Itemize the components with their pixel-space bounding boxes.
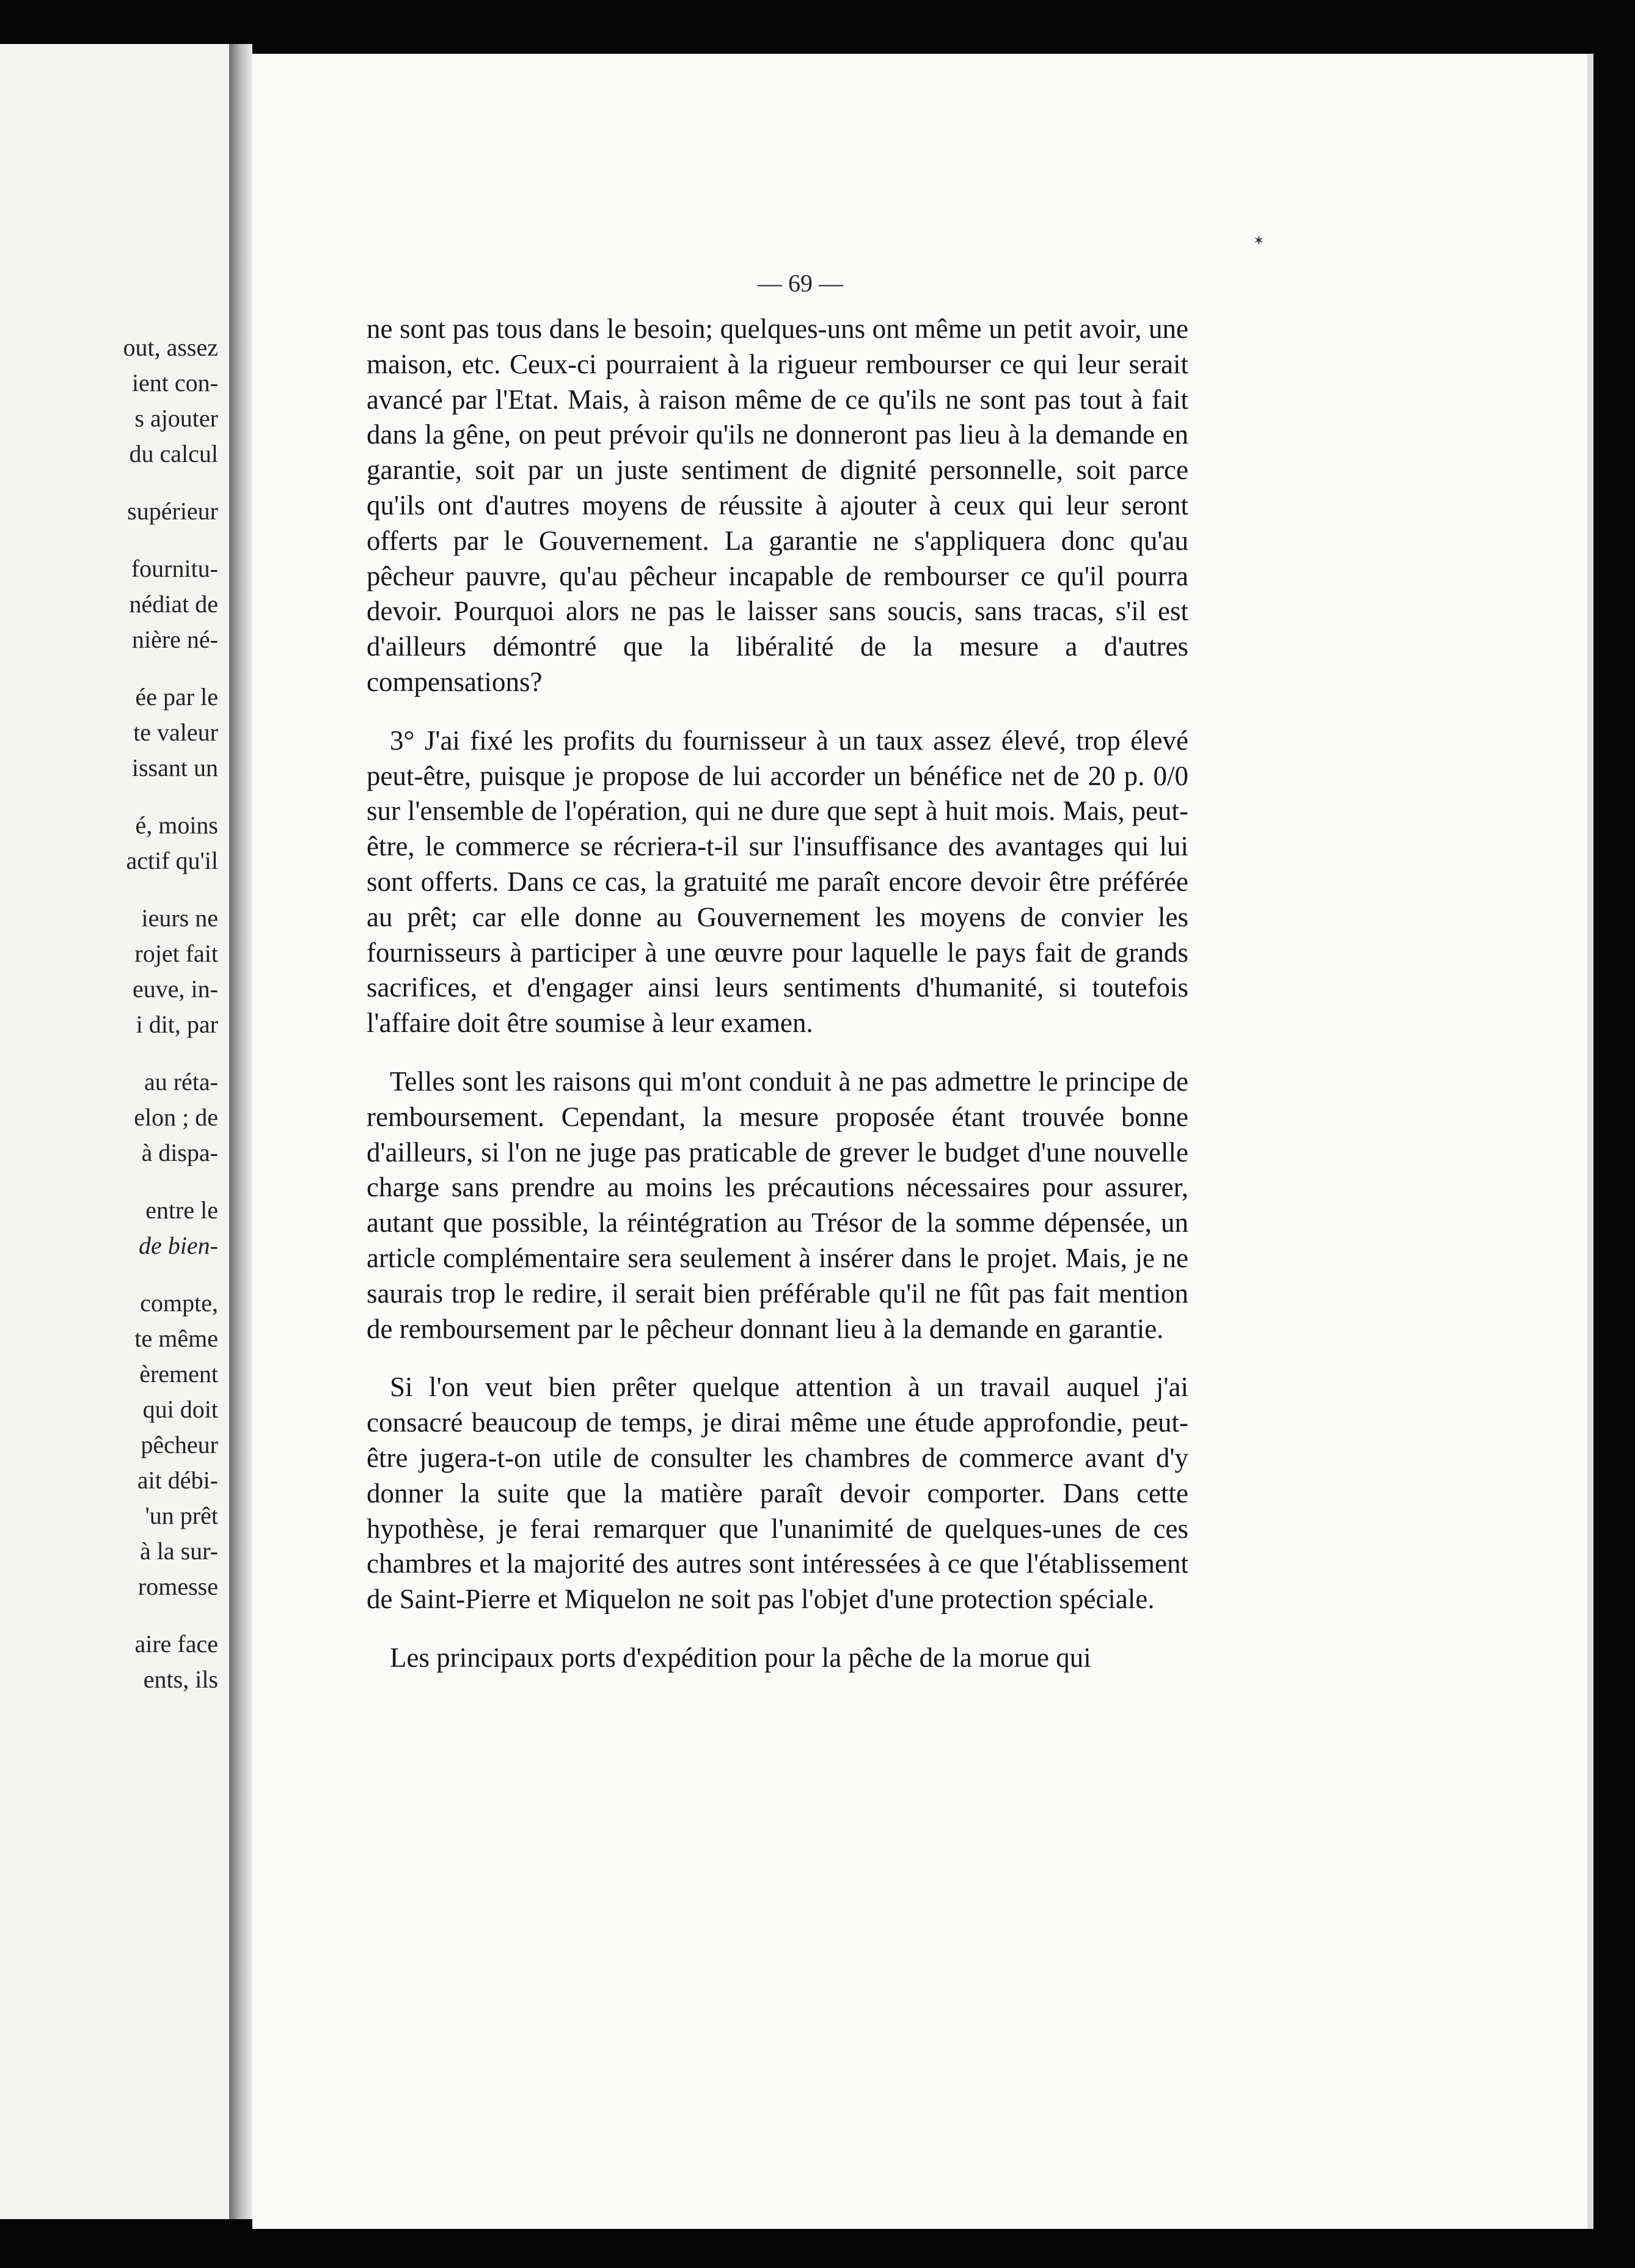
paragraph-chambres-commerce: Si l'on veut bien prêter quelque attention à un travail auquel j'ai consacré beaucoup de temps, je dirai même une étude approfondie, peut-être jugera-t-on utile de consulter les chambres de commerce avant d'y donner la suite que la matière paraît devoir comporter. Dans cette hypothèse, je ferai remarquer que l'unanimité de quelques-unes de ces chambres et la majorité des autres sont intéressées à ce que l'établissement de Saint-Pierre et Miquelon ne soit pas l'objet d'une protection spéciale. <box>367 1372 1188 1615</box>
left-line: qui doit <box>142 1396 218 1423</box>
left-line: rojet fait <box>134 940 218 967</box>
left-line: à dispa- <box>141 1139 218 1166</box>
ink-speck-icon: ✶ <box>1253 233 1265 248</box>
left-line: i dit, par <box>136 1011 218 1038</box>
left-line: aire face <box>134 1630 218 1658</box>
left-line: out, assez <box>123 334 218 361</box>
left-line: romesse <box>137 1573 218 1600</box>
left-line: nédiat de <box>129 590 218 618</box>
paragraph-point-3: 3° J'ai fixé les profits du fournisseur à un taux assez élevé, trop élevé peut-être, puisque je propose de lui accorder un bénéfice net de 20 p. 0/0 sur l'ensemble de l'opération, qui ne dure que sept à huit mois. Mais, peut-être, le commerce se récriera-t-il sur l'insuffisance des avantages qui lui sont offerts. Dans ce cas, la gratuité me paraît encore devoir être préférée au prêt; car elle donne au Gouvernement les moyens de convier les fournisseurs à participer à une œuvre pour laquelle le pays fait de grands sacrifices, et d'engager ainsi leurs sentiments d'humanité, si toutefois l'affaire doit être soumise à leur examen. <box>367 725 1188 1039</box>
left-line: entre le <box>145 1196 218 1224</box>
left-line: de bien- <box>139 1232 218 1259</box>
left-line: ée par le <box>135 683 218 711</box>
left-line: é, moins <box>135 811 218 839</box>
left-line: te valeur <box>133 719 218 746</box>
paragraph-ports: Les principaux ports d'expédition pour la pêche de la morue qui <box>390 1642 1091 1673</box>
left-line: euve, in- <box>133 975 218 1003</box>
left-line: ient con- <box>131 369 218 397</box>
left-page-text <box>23 330 218 1697</box>
left-line: du calcul <box>129 440 218 467</box>
left-line: ait débi- <box>137 1466 218 1494</box>
left-line: à la sur- <box>139 1537 218 1565</box>
left-line: pêcheur <box>141 1431 218 1458</box>
left-line: s ajouter <box>134 404 218 432</box>
paragraph-continuation: ne sont pas tous dans le besoin; quelques-uns ont même un petit avoir, une maison, etc. Ceux-ci pourraient à la rigueur rembourser ce qui leur serait avancé par l'Etat. Mais, à raison même de ce qu'ils ne sont pas tout à fait dans la gêne, on peut prévoir qu'ils ne donneront pas lieu à la demande en garantie, soit par un juste sentiment de dignité personnelle, soit parce qu'ils ont d'autres moyens de réussite à ajouter à ceux qui leur seront offerts par le Gouvernement. La garantie ne s'appliquera donc qu'au pêcheur pauvre, qu'au pêcheur incapable de rembourser ce qu'il pourra devoir. Pourquoi alors ne pas le laisser sans soucis, sans tracas, s'il est d'ailleurs démontré que la libéralité de la mesure a d'autres compensations? <box>367 313 1188 697</box>
left-line: te même <box>134 1325 218 1352</box>
left-line: nière né- <box>131 626 218 653</box>
left-line: compte, <box>140 1289 218 1317</box>
paragraph-remboursement: Telles sont les raisons qui m'ont conduit à ne pas admettre le principe de remboursement. Cependant, la mesure proposée étant trouvée bonne d'ailleurs, si l'on ne juge pas praticable de grever le budget d'une nouvelle charge sans prendre au moins les précautions nécessaires pour assurer, autant que possible, la réintégration au Trésor de la somme dépensée, un article complémentaire sera seulement à insérer dans le projet. Mais, je ne saurais trop le redire, il serait bien préférable qu'il ne fût pas fait mention de remboursement par le pêcheur donnant lieu à la demande en garantie. <box>367 1066 1188 1344</box>
left-line: èrement <box>139 1360 218 1388</box>
left-line: au réta- <box>144 1068 218 1096</box>
left-line: actif qu'il <box>126 847 218 874</box>
left-line: issant un <box>131 754 218 781</box>
left-line: 'un prêt <box>145 1502 218 1529</box>
left-line: elon ; de <box>134 1103 218 1131</box>
left-line: fournitu- <box>131 555 218 582</box>
left-line: ents, ils <box>143 1666 218 1693</box>
left-line: ieurs ne <box>141 904 218 932</box>
book-gutter <box>229 44 252 2219</box>
body-text <box>367 312 1188 1699</box>
left-line: supérieur <box>127 497 218 525</box>
left-page-edge <box>0 44 229 2219</box>
page-number-header: — 69 — <box>758 269 843 297</box>
